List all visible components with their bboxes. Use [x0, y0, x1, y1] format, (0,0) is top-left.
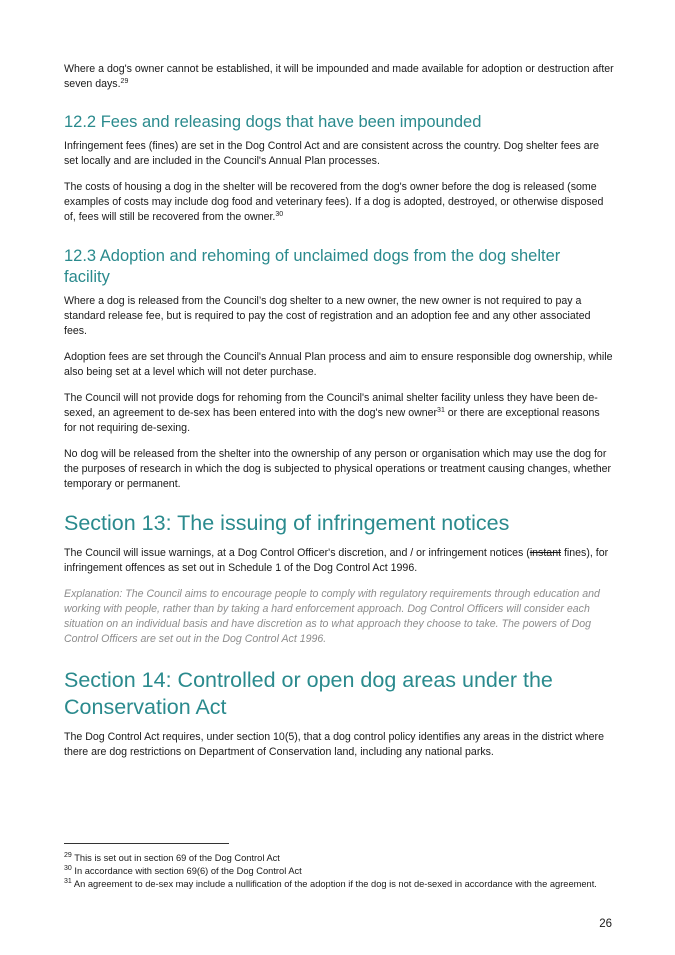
footnote-30: $^{30}$ In accordance with section 69(6) of the Dog Control Act	[64, 865, 302, 876]
struck-word: instant	[529, 547, 562, 559]
heading-12-2: 12.2 Fees and releasing dogs that have been impounded	[64, 113, 482, 131]
footnote-ref-29[interactable]: 29	[120, 78, 129, 85]
footnote-29: $^{29}$ This is set out in section 69 of the Dog Control Act	[64, 852, 280, 863]
s12-3-paragraph-2: Adoption fees are set through the Council's Annual Plan process and aim to ensure responsible dog ownership, while also being set at a level which will not deter purchase.	[64, 351, 613, 378]
s12-3-paragraph-1: Where a dog is released from the Council’s dog shelter to a new owner, the new owner is not required to pay a standard release fee, but is required to pay the cost of registration and an adoption fee and any other associated fees.	[64, 295, 591, 337]
heading-section-14: Section 14: Controlled or open dog areas under the Conservation Act	[64, 668, 553, 719]
s14-paragraph-1: The Dog Control Act requires, under section 10(5), that a dog control policy identifies any areas in the district where there are dog restrictions on Department of Conservation land, including any national parks.	[64, 731, 604, 758]
footnote-ref-31[interactable]: 31	[437, 407, 445, 414]
page-body	[64, 62, 614, 760]
s12-3-paragraph-3: The Council will not provide dogs for rehoming from the Council's animal shelter facility unless they have been de-sexed, an agreement to de-sex has been entered into with the dog's new owner$^{31}$ or there are exceptional reasons for not requiring de-sexing.	[64, 392, 600, 434]
s13-paragraph-1: The Council will issue warnings, at a Dog Control Officer's discretion, and / or infringement notices (instant fines), for infringement offences as set out in Schedule 1 of the Dog Control Act 1996.	[64, 547, 609, 574]
footnote-separator	[64, 843, 229, 844]
footnote-31: $^{31}$ An agreement to de-sex may include a nullification of the adoption if the dog is not de-sexed in accordance with the agreement.	[64, 878, 597, 889]
s13-explanation: Explanation: The Council aims to encourage people to comply with regulatory requirements through education and working with people, rather than by taking a hard enforcement approach. Dog Control Officers will consider each situation on an individual basis and have discretion as to what approach they choose to take. The powers of Dog Control Officers are set out in the Dog Control Act 1996.	[64, 588, 600, 645]
s12-3-paragraph-4: No dog will be released from the shelter into the ownership of any person or organisation which may use the dog for the purposes of research in which the dog is subjected to physical operations or treatment causing changes, whether temporary or permanent.	[64, 448, 612, 490]
heading-12-3: 12.3 Adoption and rehoming of unclaimed dogs from the dog shelter facility	[64, 247, 561, 286]
s12-2-paragraph-1: Infringement fees (fines) are set in the Dog Control Act and are consistent across the country. Dog shelter fees are set locally and are included in the Council's Annual Plan processes.	[64, 140, 600, 167]
footnote-ref-30[interactable]: 30	[275, 211, 284, 218]
intro-paragraph: Where a dog's owner cannot be established, it will be impounded and made available for adoption or destruction after seven days.$^{29}$	[64, 63, 614, 90]
heading-section-13: Section 13: The issuing of infringement notices	[64, 511, 510, 535]
s12-2-paragraph-2: The costs of housing a dog in the shelter will be recovered from the dog's owner before the dog is released (some examples of costs may include dog food and veterinary fees). If a dog is adopted, destroyed, or otherwise disposed of, fees will still be recovered from the owner.$^{30}$	[64, 181, 604, 223]
page-number: 26	[599, 918, 612, 930]
footnotes	[64, 852, 619, 891]
